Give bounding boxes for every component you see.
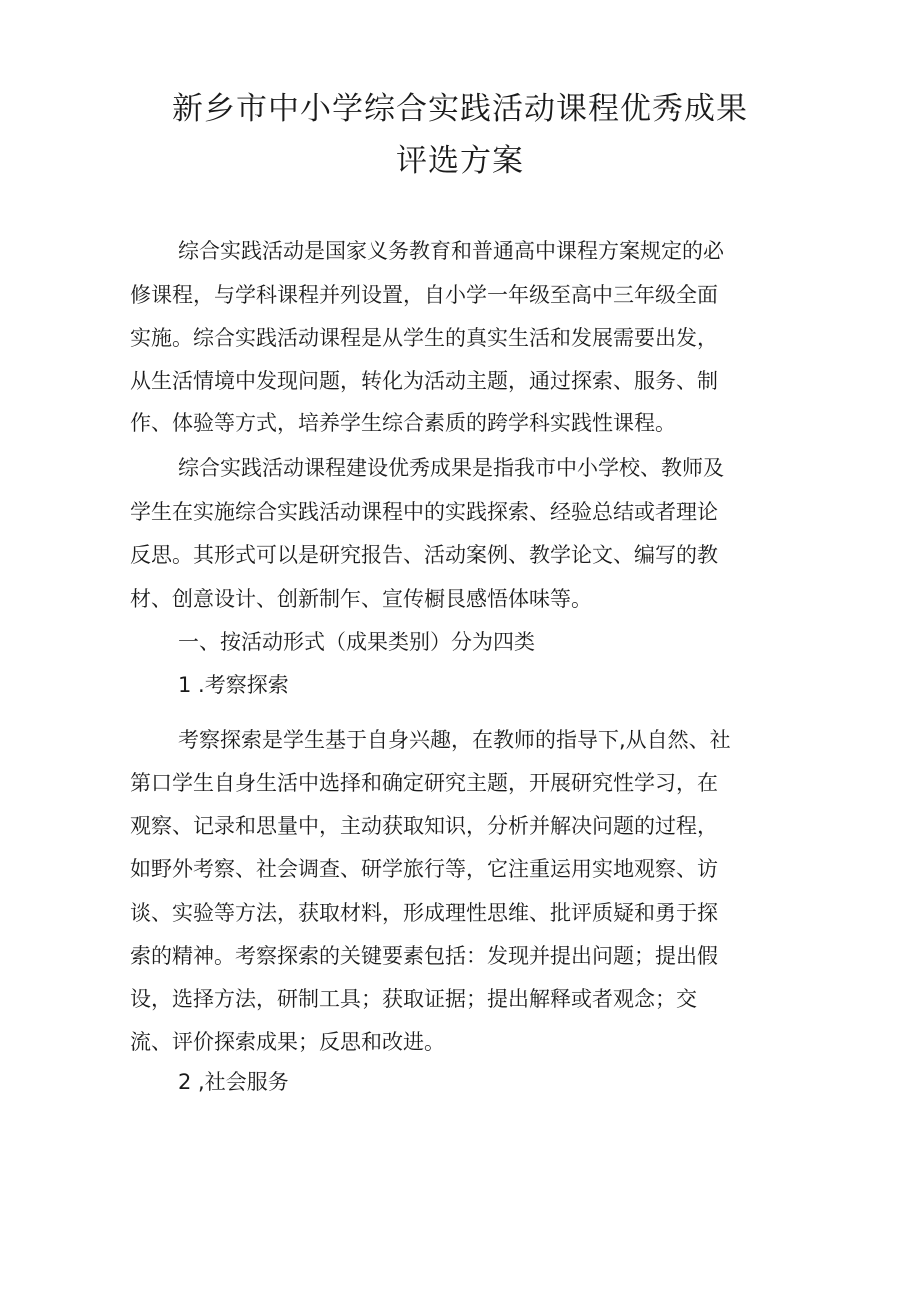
- paragraph-line: 实施。综合实践活动课程是从学生的真实生活和发展需要出发，: [130, 326, 718, 350]
- paragraph-line: 如野外考察、社会调查、研学旅行等，它注重运用实地观察、访: [130, 857, 718, 881]
- paragraph-line: 设，选择方法，研制工具；获取证据；提出解释或者观念；交: [130, 987, 697, 1011]
- paragraph-line: 流、评价探索成果；反思和改进。: [130, 1030, 445, 1054]
- paragraph-line: 观察、记录和思量中，主动获取知识，分析并解决问题的过程，: [130, 814, 718, 838]
- section-heading: 一、按活动形式（成果类别）分为四类: [178, 630, 535, 654]
- paragraph-line: 作、体验等方式，培养学生综合素质的跨学科实践性课程。: [130, 411, 676, 435]
- item-heading: 2 ,社会服务: [178, 1070, 289, 1094]
- paragraph-line: 综合实践活动是国家义务教育和普通高中课程方案规定的必: [178, 239, 724, 263]
- paragraph-line: 材、创意设计、创新制乍、宣传橱艮感悟体味等。: [130, 587, 592, 611]
- paragraph-line: 反思。其形式可以是研究报告、活动案例、教学论文、编写的教: [130, 543, 718, 567]
- item-heading: 1 .考察探索: [178, 673, 289, 697]
- paragraph-line: 修课程，与学科课程并列设置，自小学一年级至高中三年级全面: [130, 283, 718, 307]
- paragraph-line: 第口学生自身生活中选择和确定研究主题，开展研究性学习，在: [130, 771, 718, 795]
- paragraph-line: 综合实践活动课程建设优秀成果是指我市中小学校、教师及: [178, 456, 724, 480]
- document-title-line-1: 新乡市中小学综合实践活动课程优秀成果: [172, 91, 748, 127]
- document-title-line-2: 评选方案: [396, 143, 524, 179]
- paragraph-line: 谈、实验等方法，获取材料，形成理性思维、批评质疑和勇于探: [130, 901, 718, 925]
- paragraph-line: 索的精神。考察探索的关键要素包括：发现并提出问题；提出假: [130, 944, 718, 968]
- paragraph-line: 考察探索是学生基于自身兴趣，在教师的指导下,从自然、社: [178, 728, 731, 752]
- paragraph-line: 从生活情境中发现问题，转化为活动主题，通过探索、服务、制: [130, 369, 718, 393]
- paragraph-line: 学生在实施综合实践活动课程中的实践探索、经验总结或者理论: [130, 500, 718, 524]
